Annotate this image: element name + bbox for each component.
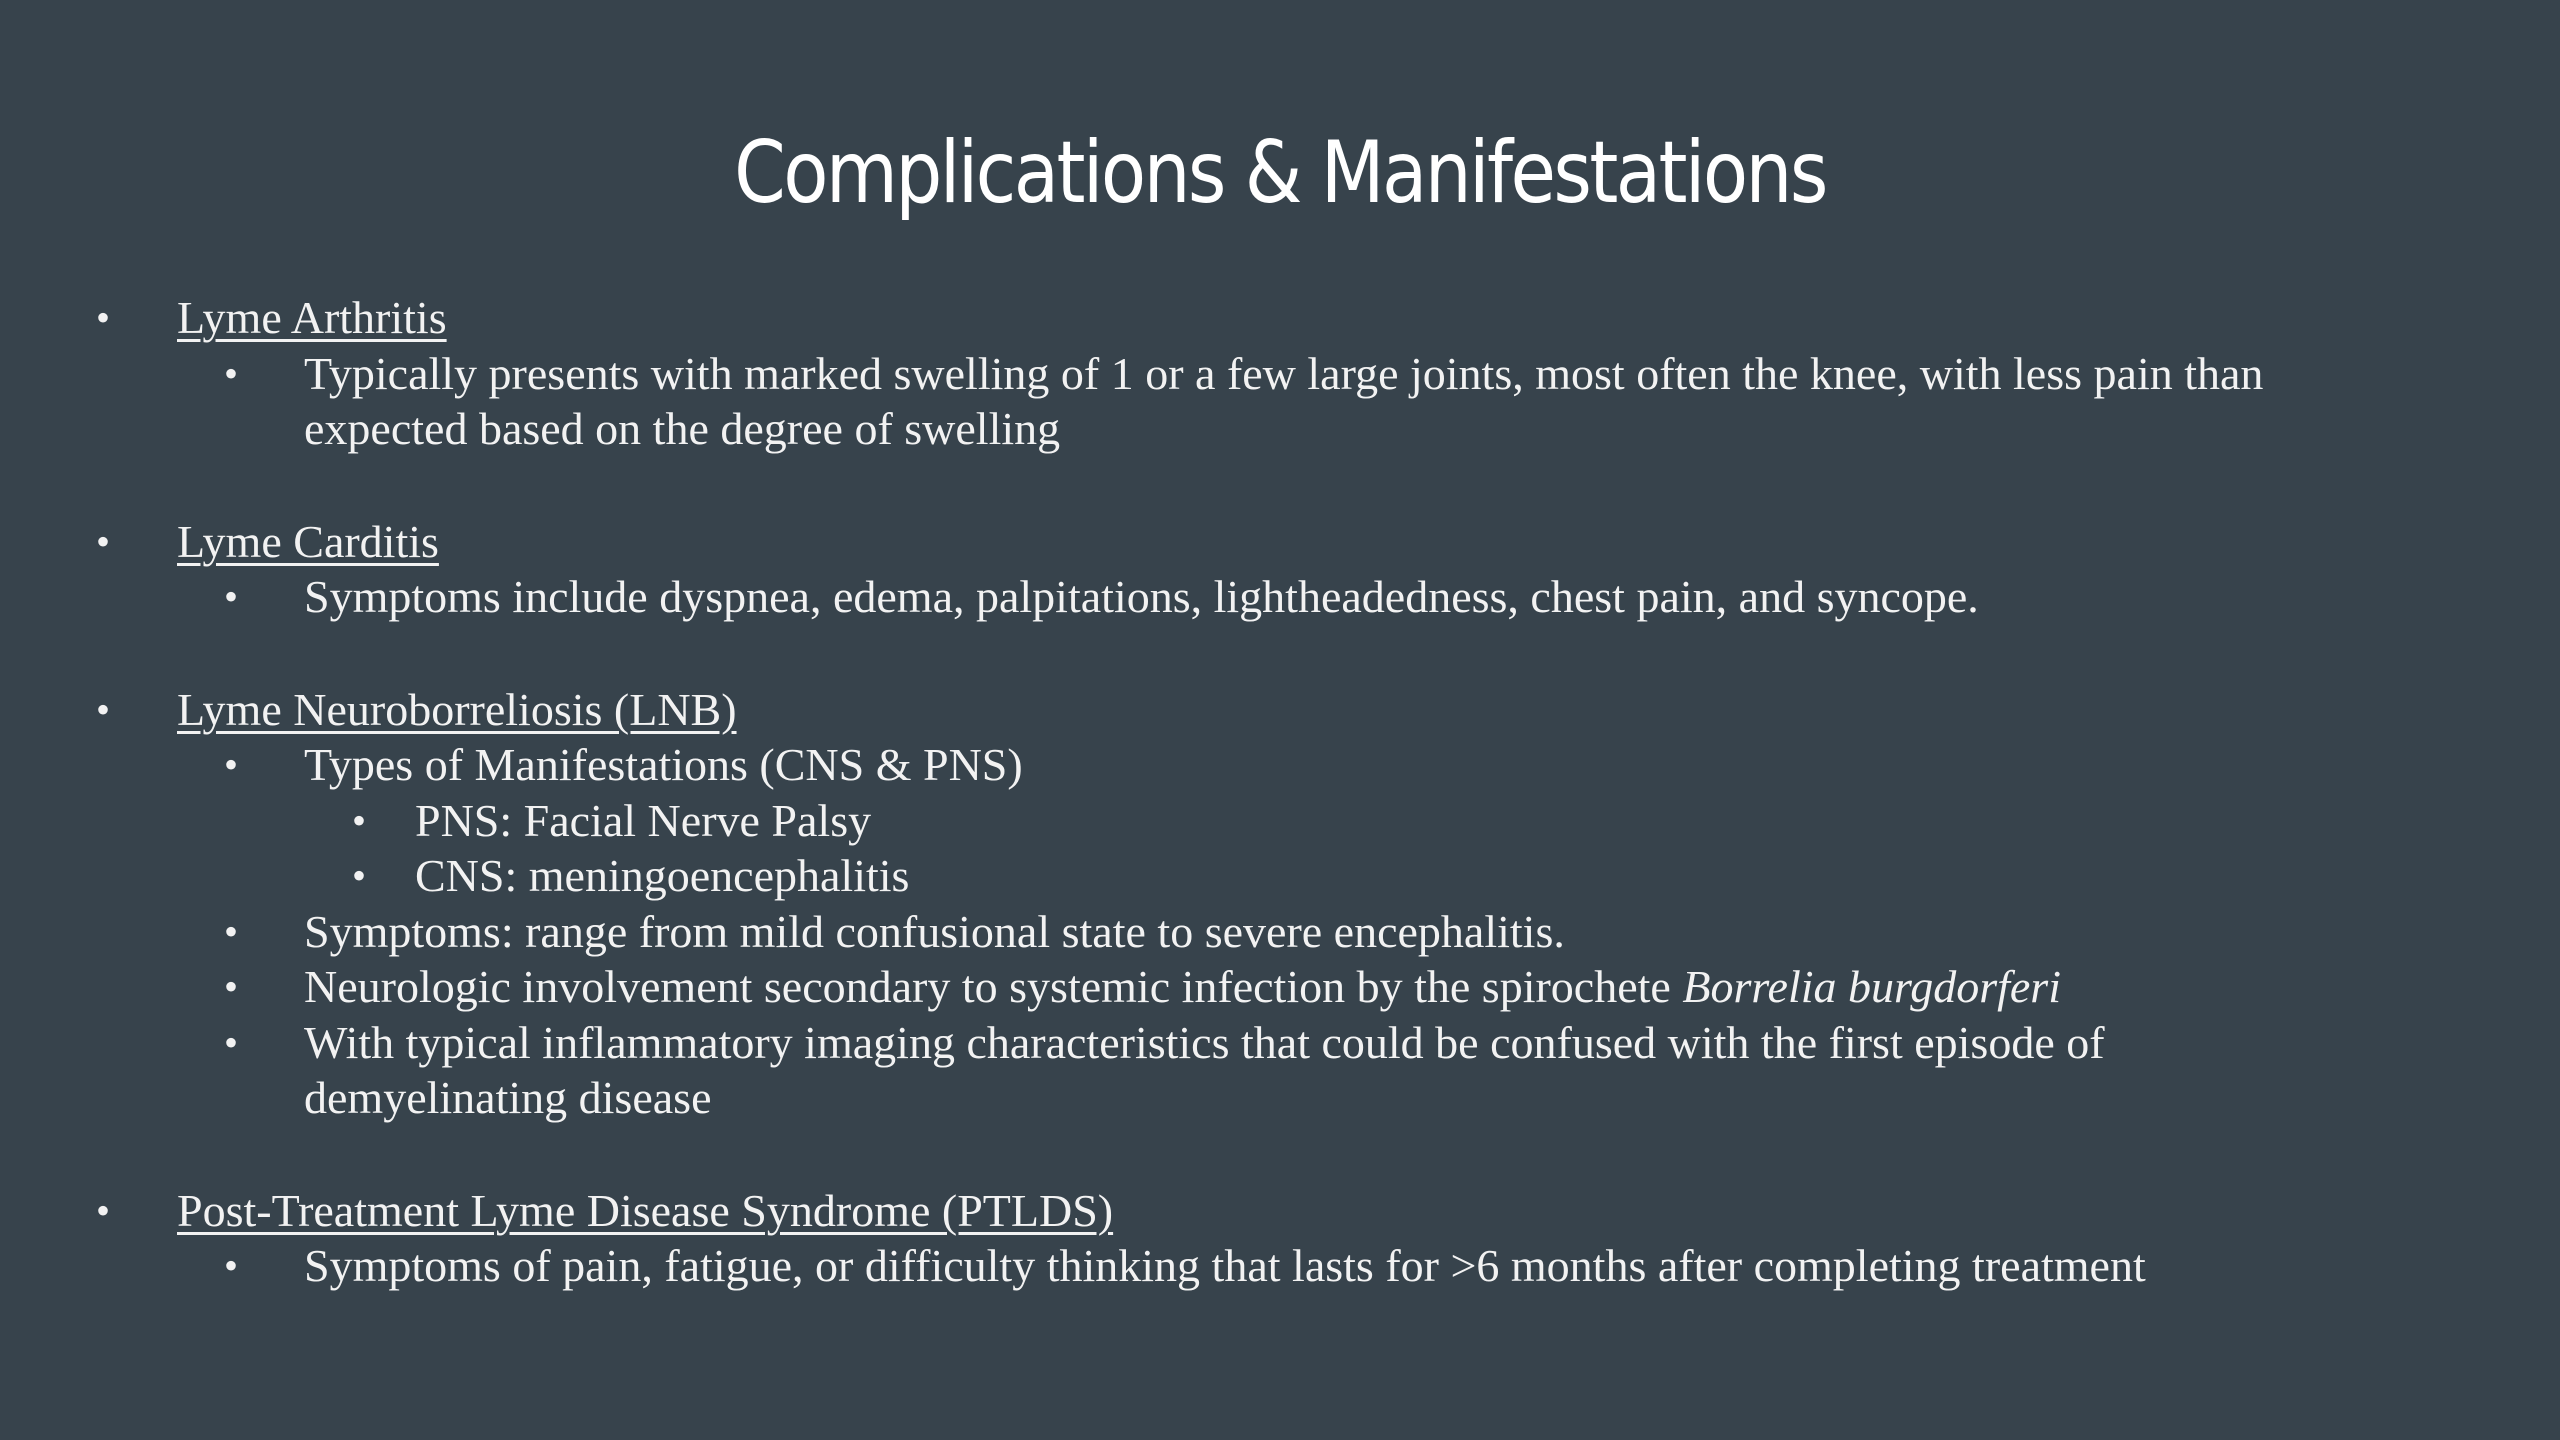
heading-text: Post-Treatment Lyme Disease Syndrome (PTLDS) [177, 1184, 1114, 1236]
heading-text: Lyme Arthritis [177, 292, 447, 343]
bullet-icon: • [224, 574, 239, 619]
spacer [0, 457, 2560, 514]
list-item [0, 569, 2560, 625]
point-text: Symptoms of pain, fatigue, or difficulty thinking that lasts for >6 months after completing treatment [304, 1240, 2146, 1291]
bullet-icon: • [96, 295, 111, 340]
slide-title: Complications & Manifestations [734, 123, 1826, 223]
heading-text: Lyme Neuroborreliosis (LNB) [177, 683, 737, 735]
bullet-icon: • [224, 742, 239, 787]
list-item [0, 848, 2560, 904]
list-item [0, 737, 2560, 793]
bullet-icon: • [96, 686, 111, 732]
bullet-icon: • [224, 1019, 239, 1065]
subpoint-text: CNS: meningoencephalitis [415, 850, 910, 901]
spacer [0, 1126, 2560, 1183]
bullet-icon: • [352, 853, 367, 898]
point-text: With typical inflammatory imaging characteristics that could be confused with the first episode of demyelinating disease [304, 1016, 2105, 1123]
point-text: Neurologic involvement secondary to systemic infection by the spirochete [304, 961, 1683, 1012]
bullet-icon: • [352, 797, 367, 843]
section-heading-lyme-carditis [0, 514, 2560, 570]
point-text: Typically presents with marked swelling of 1 or a few large joints, most often the knee, with less pain than expected based on the degree of swelling [304, 347, 2264, 454]
slide-content [0, 290, 2560, 1294]
list-item [0, 793, 2560, 849]
organism-name: Borrelia burgdorferi [1682, 961, 2061, 1012]
bullet-icon: • [224, 350, 239, 396]
bullet-icon: • [96, 1187, 111, 1233]
section-heading-lyme-arthritis [0, 290, 2560, 346]
spacer [0, 625, 2560, 682]
list-item [0, 904, 2560, 960]
point-text: Types of Manifestations (CNS & PNS) [304, 739, 1023, 790]
list-item [0, 346, 2560, 457]
bullet-icon: • [96, 518, 111, 564]
point-text: Symptoms include dyspnea, edema, palpitations, lightheadedness, chest pain, and syncope. [304, 571, 1979, 622]
heading-text: Lyme Carditis [177, 515, 439, 567]
section-heading-ptlds [0, 1183, 2560, 1239]
subpoint-text: PNS: Facial Nerve Palsy [415, 794, 872, 846]
bullet-icon: • [224, 908, 239, 954]
list-item [0, 1015, 2560, 1126]
list-item [0, 1238, 2560, 1294]
list-item [0, 959, 2560, 1015]
point-text: Symptoms: range from mild confusional state to severe encephalitis. [304, 905, 1565, 957]
bullet-icon: • [224, 1243, 239, 1288]
section-heading-lyme-neuroborreliosis [0, 682, 2560, 738]
bullet-icon: • [224, 964, 239, 1009]
